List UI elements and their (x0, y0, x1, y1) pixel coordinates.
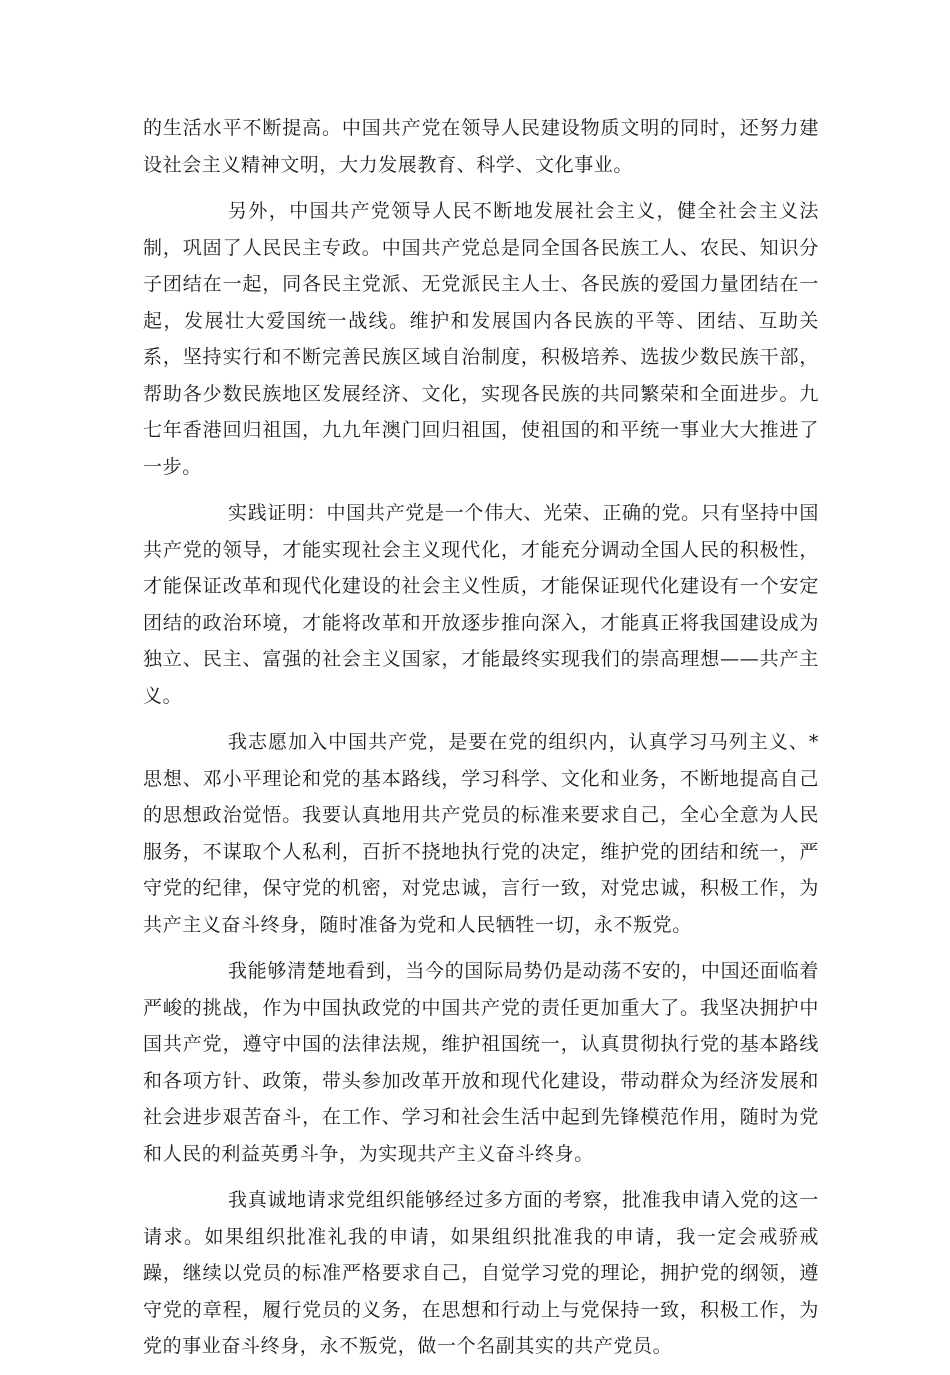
paragraph-4: 我志愿加入中国共产党，是要在党的组织内，认真学习马列主义、*思想、邓小平理论和党的基本路线，学习科学、文化和业务，不断地提高自己的思想政治觉悟。我要认真地用共产党员的标准来要求自己，全心全意为人民服务，不谋取个人私利，百折不挠地执行党的决定，维护党的团结和统一，严守党的纪律，保守党的机密，对党忠诚，言行一致，对党忠诚，积极工作，为共产主义奋斗终身，随时准备为党和人民牺牲一切，永不叛党。 (143, 731, 819, 936)
paragraph-3: 实践证明：中国共产党是一个伟大、光荣、正确的党。只有坚持中国共产党的领导，才能实现社会主义现代化，才能充分调动全国人民的积极性，才能保证改革和现代化建设的社会主义性质，才能保证现代化建设有一个安定团结的政治环境，才能将改革和开放逐步推向深入，才能真正将我国建设成为独立、民主、富强的社会主义国家，才能最终实现我们的崇高理想——共产主义。 (143, 502, 819, 707)
document-body (143, 110, 819, 1375)
paragraph-2: 另外，中国共产党领导人民不断地发展社会主义，健全社会主义法制，巩固了人民民主专政。中国共产党总是同全国各民族工人、农民、知识分子团结在一起，同各民主党派、无党派民主人士、各民族的爱国力量团结在一起，发展壮大爱国统一战线。维护和发展国内各民族的平等、团结、互助关系，坚持实行和不断完善民族区域自治制度，积极培养、选拔少数民族干部，帮助各少数民族地区发展经济、文化，实现各民族的共同繁荣和全面进步。九七年香港回归祖国，九九年澳门回归祖国，使祖国的和平统一事业大大推进了一步。 (143, 200, 819, 478)
paragraph-6: 我真诚地请求党组织能够经过多方面的考察，批准我申请入党的这一请求。如果组织批准礼我的申请，如果组织批准我的申请，我一定会戒骄戒躁，继续以党员的标准严格要求自己，自觉学习党的理论，拥护党的纲领，遵守党的章程，履行党员的义务，在思想和行动上与党保持一致，积极工作，为党的事业奋斗终身，永不叛党，做一个名副其实的共产党员。 (143, 1189, 819, 1357)
paragraph-5: 我能够清楚地看到，当今的国际局势仍是动荡不安的，中国还面临着严峻的挑战，作为中国执政党的中国共产党的责任更加重大了。我坚决拥护中国共产党，遵守中国的法律法规，维护祖国统一，认真贯彻执行党的基本路线和各项方针、政策，带头参加改革开放和现代化建设，带动群众为经济发展和社会进步艰苦奋斗，在工作、学习和社会生活中起到先锋模范作用，随时为党和人民的利益英勇斗争，为实现共产主义奋斗终身。 (143, 960, 819, 1165)
paragraph-1: 的生活水平不断提高。中国共产党在领导人民建设物质文明的同时，还努力建设社会主义精神文明，大力发展教育、科学、文化事业。 (143, 117, 819, 176)
